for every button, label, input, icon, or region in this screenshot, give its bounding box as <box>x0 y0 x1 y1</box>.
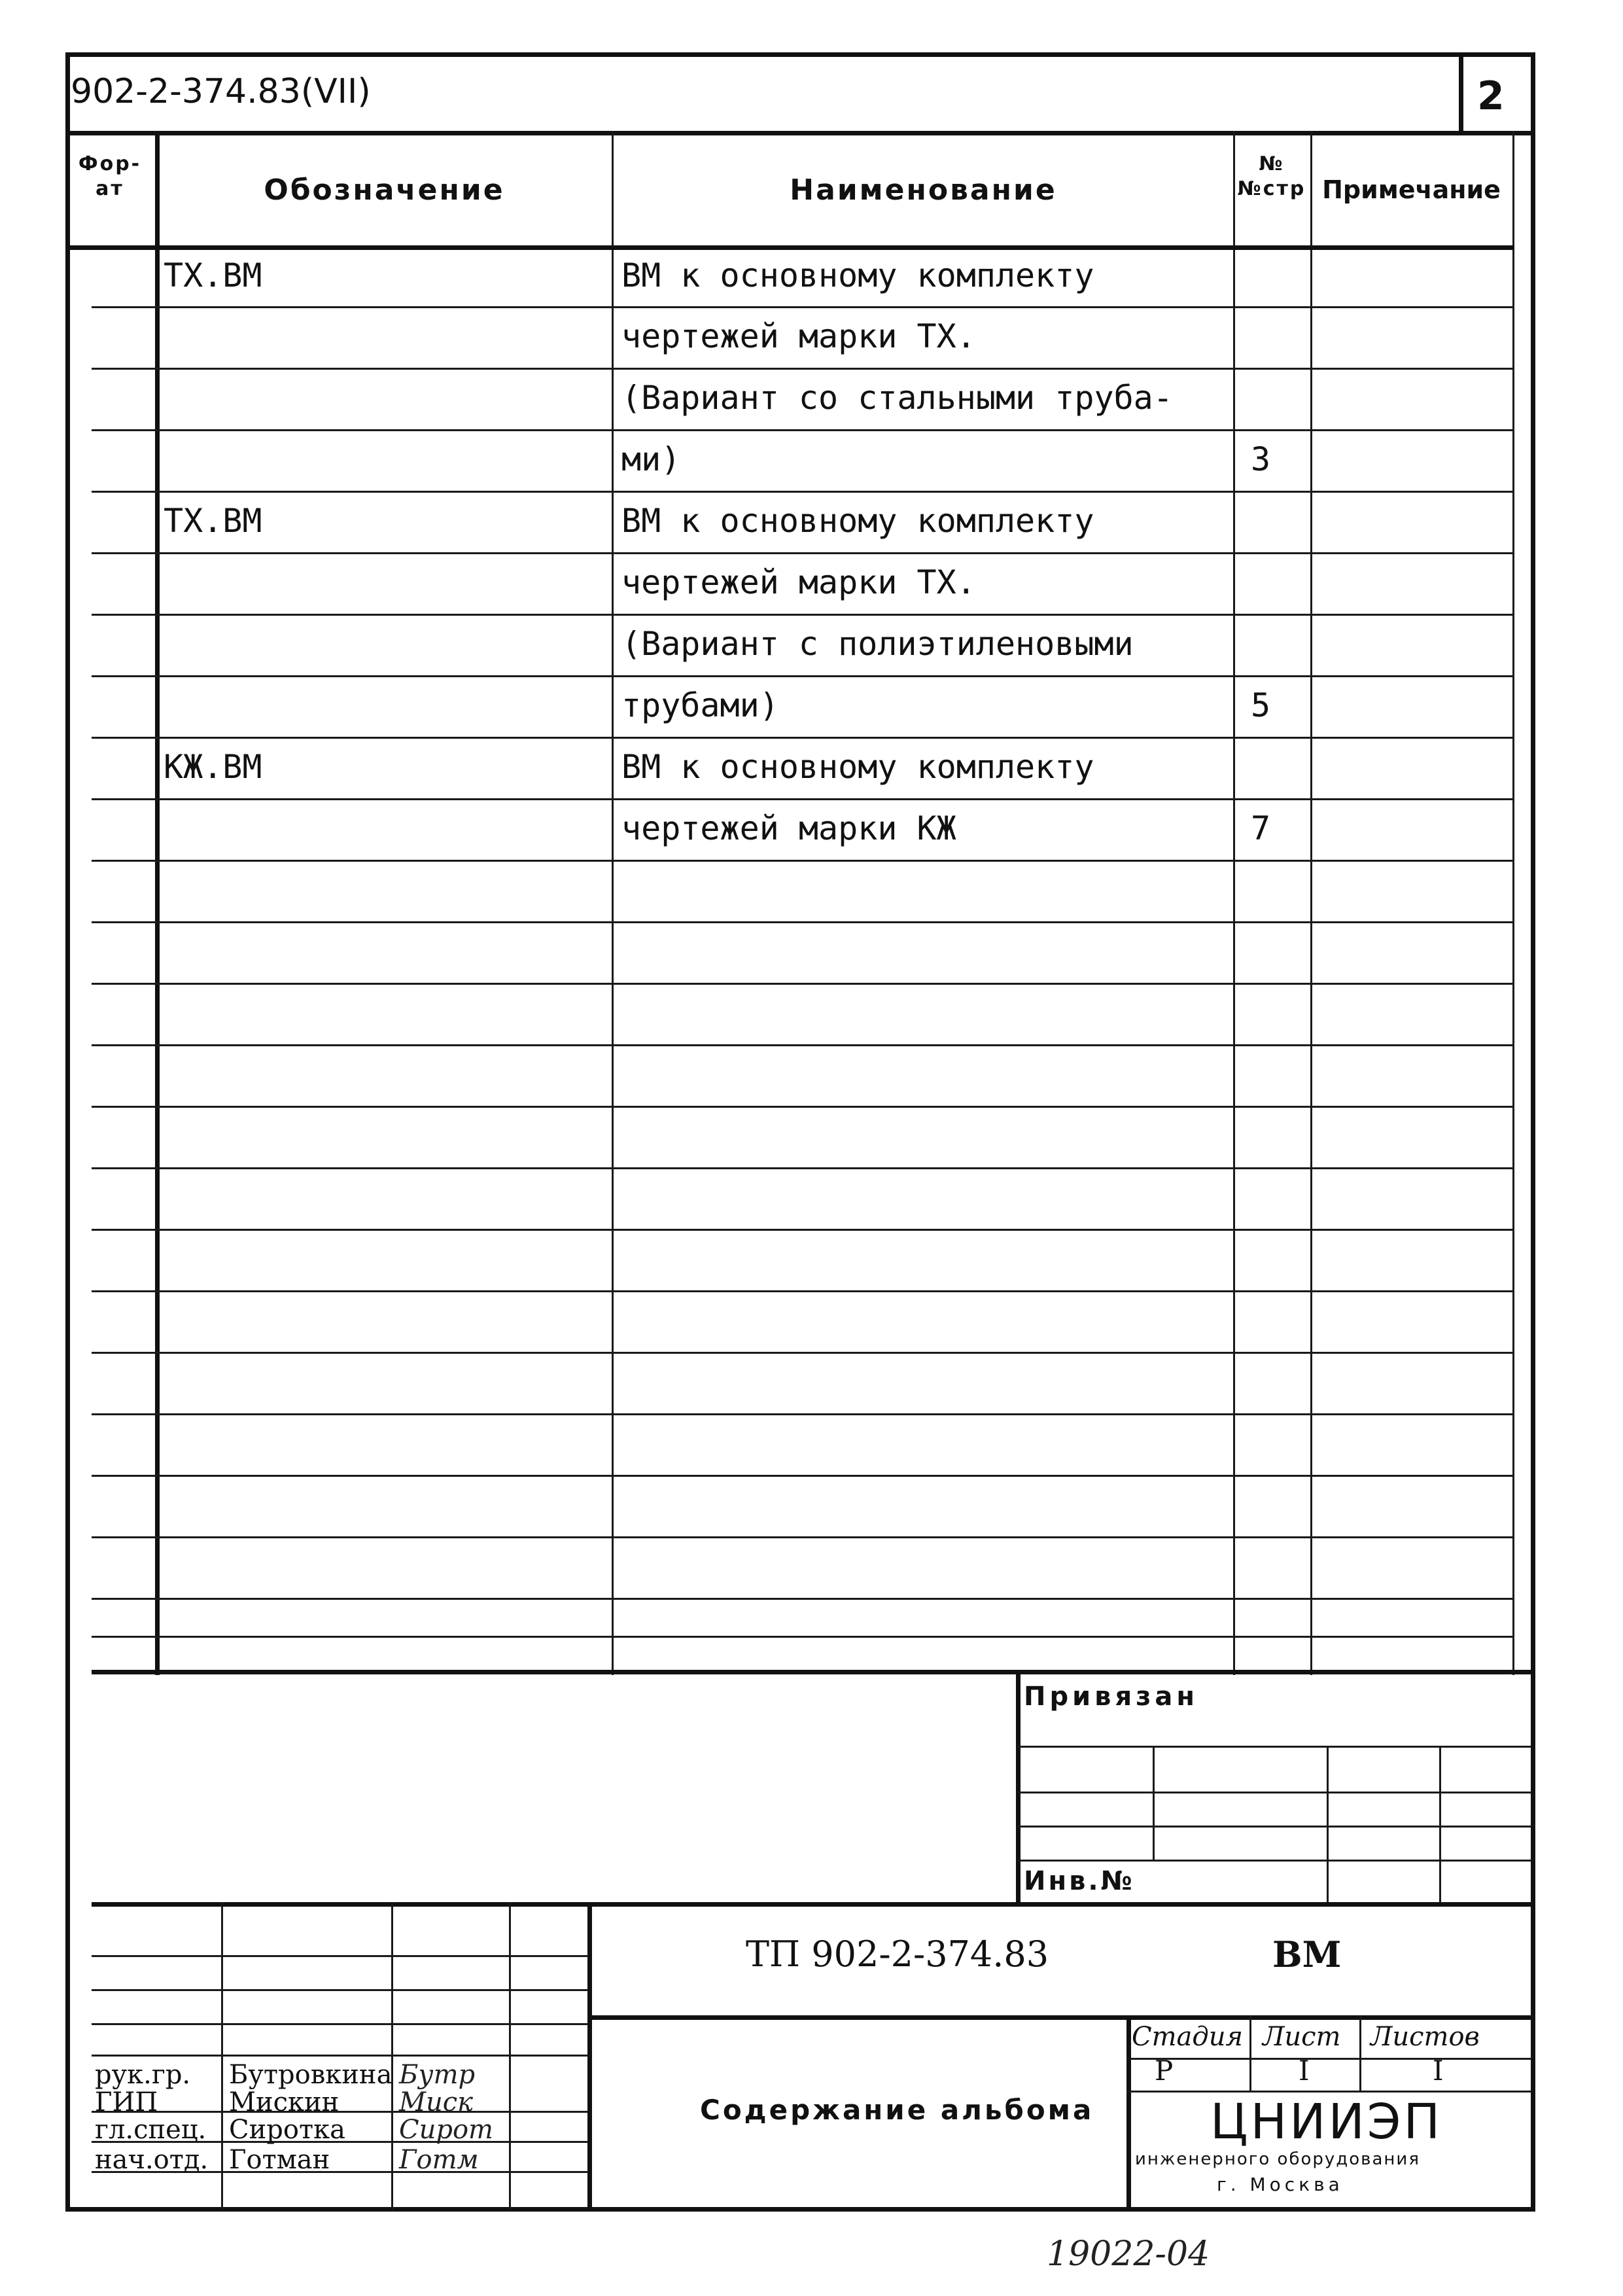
sheets-value: I <box>1433 2055 1444 2087</box>
row-divider <box>92 983 1514 985</box>
row-name: чертежей марки ТХ. <box>621 563 976 601</box>
organization-subtitle: инженерного оборудования <box>1135 2149 1420 2169</box>
row-divider <box>92 1536 1514 1538</box>
col-line-note <box>1512 131 1514 1675</box>
title-block-top <box>92 1902 1531 1907</box>
row-name: (Вариант со стальными труба- <box>621 379 1173 417</box>
row-divider <box>92 1598 1514 1600</box>
stage-label: Стадия <box>1132 2022 1243 2052</box>
col-header-name: Наименование <box>790 173 1057 207</box>
col-line-page <box>1310 131 1312 1675</box>
binding-top-rule <box>92 1670 1531 1674</box>
organization-city: г. Москва <box>1217 2174 1344 2195</box>
row-designation: ТХ.ВМ <box>164 256 262 294</box>
signature-role: рук.гр. <box>95 2060 191 2090</box>
sig-row-5 <box>92 2111 587 2113</box>
binding-col-3 <box>1439 1746 1441 1902</box>
row-divider <box>92 921 1514 923</box>
sig-row-3 <box>92 2023 587 2025</box>
stage-col-2 <box>1359 2015 1361 2093</box>
handwritten-signature: Готм <box>399 2145 479 2175</box>
signature-role: гл.спец. <box>95 2115 207 2145</box>
col-line-format <box>155 131 160 1675</box>
signature-name: Бутровкина <box>229 2060 393 2090</box>
col-header-note: Примечание <box>1322 175 1501 204</box>
stage-box-left <box>1126 2015 1131 2210</box>
row-name: ВМ к основному комплекту <box>621 502 1094 540</box>
signature-role: ГИП <box>95 2087 158 2117</box>
sig-row-2 <box>92 1989 587 1991</box>
sheet-label: Лист <box>1263 2022 1341 2052</box>
binding-col-2 <box>1327 1746 1329 1902</box>
header-rule <box>65 131 1535 135</box>
binding-left-rule <box>1016 1670 1021 1902</box>
row-page: 3 <box>1251 440 1271 478</box>
handwritten-signature: Миск <box>399 2087 474 2117</box>
row-name: трубами) <box>621 686 779 724</box>
row-divider <box>92 1636 1514 1638</box>
row-divider <box>92 1413 1514 1415</box>
col-line-designation <box>612 131 614 1675</box>
sheet-number: 2 <box>1477 73 1505 119</box>
document-title: Содержание альбома <box>700 2094 1094 2126</box>
row-divider <box>92 306 1514 308</box>
row-page: 7 <box>1251 809 1271 847</box>
binding-line-3 <box>1018 1826 1531 1828</box>
binding-col-1 <box>1153 1746 1155 1860</box>
row-divider <box>92 737 1514 739</box>
header-bottom-rule <box>65 245 1514 250</box>
row-name: ВМ к основному комплекту <box>621 256 1094 294</box>
frame-top <box>65 52 1531 57</box>
handwritten-signature: Бутр <box>399 2060 476 2090</box>
sheet-box-divider <box>1459 52 1463 134</box>
col-header-designation: Обозначение <box>264 173 505 207</box>
row-divider <box>92 429 1514 431</box>
title-block-divider <box>587 1902 592 2210</box>
stage-value: Р <box>1155 2055 1174 2087</box>
frame-right <box>1531 52 1535 2212</box>
sheet-value: I <box>1299 2055 1310 2087</box>
row-divider <box>92 675 1514 677</box>
stage-col-1 <box>1249 2015 1251 2093</box>
frame-left <box>65 52 70 2212</box>
row-divider <box>92 1475 1514 1477</box>
binding-line-1 <box>1018 1746 1531 1748</box>
row-divider <box>92 1044 1514 1046</box>
col-header-page: № №стр <box>1237 152 1306 200</box>
sheets-label: Листов <box>1370 2022 1480 2052</box>
sig-row-4 <box>92 2055 587 2057</box>
binding-line-2 <box>1018 1792 1531 1793</box>
row-divider <box>92 368 1514 370</box>
row-divider <box>92 860 1514 862</box>
signature-name: Мискин <box>229 2087 340 2117</box>
frame-bottom <box>65 2207 1535 2212</box>
row-divider <box>92 491 1514 493</box>
col-line-name <box>1233 131 1235 1675</box>
row-divider <box>92 1229 1514 1231</box>
row-page: 5 <box>1251 686 1271 724</box>
signature-role: нач.отд. <box>95 2145 209 2175</box>
row-name: ми) <box>621 440 681 478</box>
project-code: ТП 902-2-374.83 <box>746 1934 1049 1975</box>
row-designation: ТХ.ВМ <box>164 502 262 540</box>
row-name: чертежей марки КЖ <box>621 809 956 847</box>
row-divider <box>92 552 1514 554</box>
row-divider <box>92 1106 1514 1108</box>
signature-name: Готман <box>229 2145 330 2175</box>
row-name: ВМ к основному комплекту <box>621 748 1094 786</box>
row-divider <box>92 1290 1514 1292</box>
signature-name: Сироткa <box>229 2115 345 2145</box>
row-divider <box>92 1352 1514 1354</box>
row-divider <box>92 1167 1514 1169</box>
row-name: (Вариант с полиэтиленовыми <box>621 625 1134 663</box>
inventory-label: Инв.№ <box>1024 1866 1135 1896</box>
row-name: чертежей марки ТХ. <box>621 317 976 355</box>
col-header-format: Фор-ат <box>78 152 142 200</box>
doc-code: 902-2-374.83(VII) <box>71 72 371 111</box>
row-divider <box>92 614 1514 616</box>
binding-line-4 <box>1018 1860 1531 1862</box>
handwritten-signature: Сирот <box>399 2115 493 2145</box>
row-designation: КЖ.ВМ <box>164 748 262 786</box>
binding-title: Привязан <box>1024 1682 1199 1712</box>
stage-row-2 <box>1126 2091 1531 2093</box>
stage-row-1 <box>1126 2058 1531 2060</box>
title-mid-rule <box>587 2015 1531 2020</box>
archive-number: 19022-04 <box>1047 2234 1210 2274</box>
document-mark: ВМ <box>1272 1934 1342 1975</box>
sig-row-1 <box>92 1955 587 1957</box>
row-divider <box>92 798 1514 800</box>
organization-name: ЦНИИЭП <box>1210 2094 1443 2150</box>
